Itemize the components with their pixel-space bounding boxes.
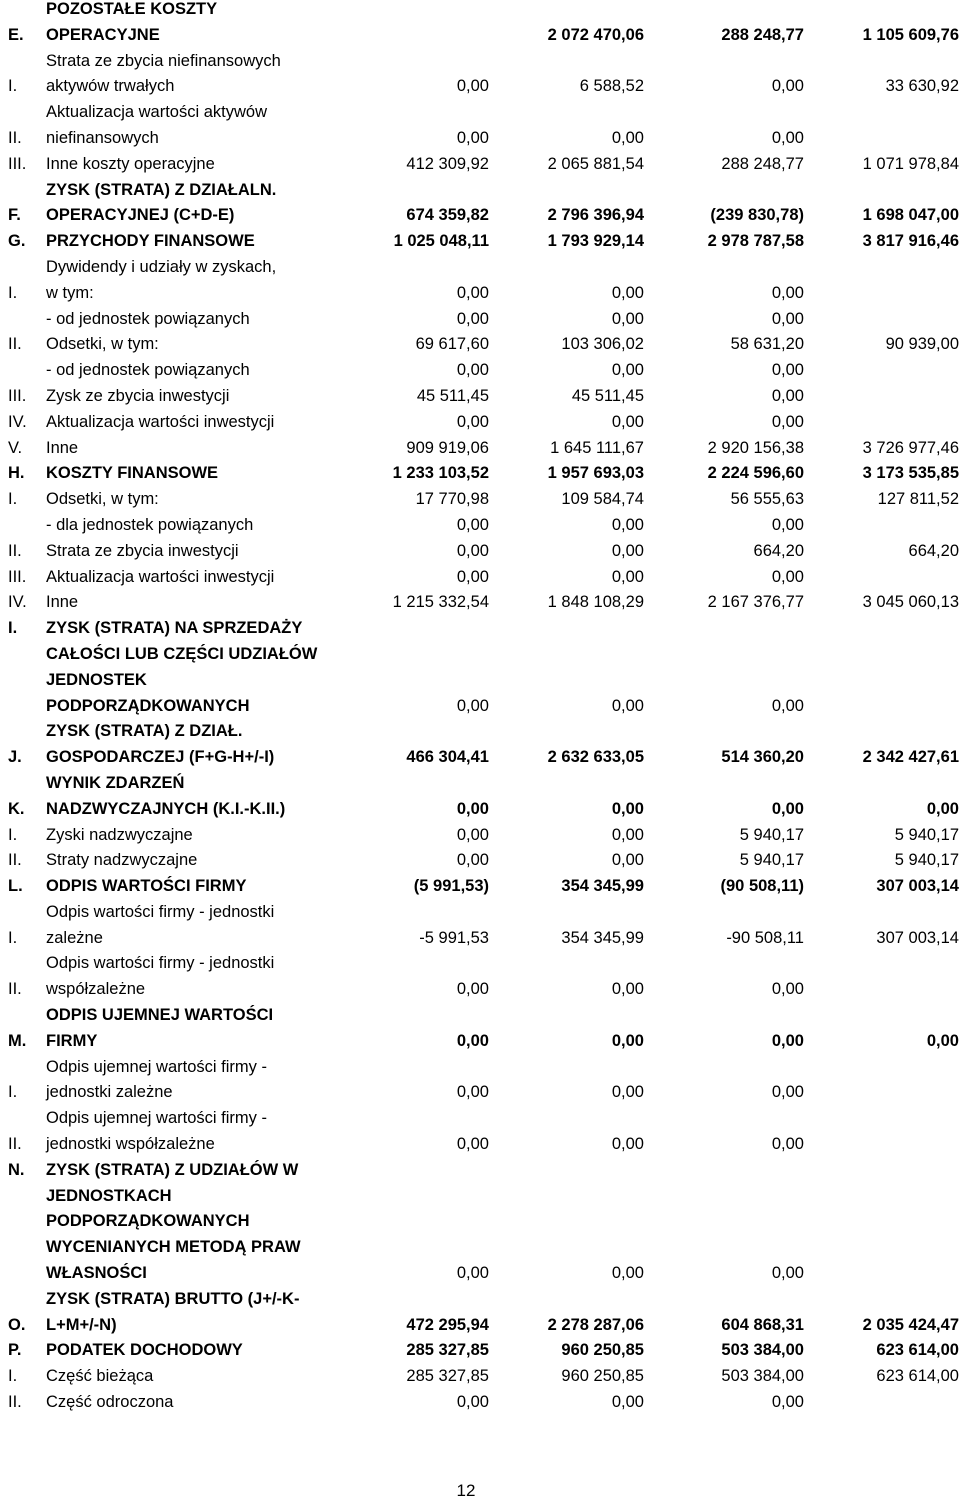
- row-description: [46, 616, 346, 719]
- row-description: [46, 461, 346, 487]
- row-numeral: III.: [8, 386, 27, 405]
- row-description: [46, 307, 346, 333]
- description-line: Zyski nadzwyczajne: [46, 825, 193, 844]
- description-line: OPERACYJNEJ (C+D-E): [46, 206, 235, 225]
- row-numeral: I.: [8, 283, 18, 302]
- value-c1: 1 215 332,54: [392, 593, 489, 612]
- value-c2: 1 645 111,67: [550, 438, 644, 457]
- description-line: Odsetki, w tym:: [46, 490, 159, 509]
- value-c2: 0,00: [611, 1031, 644, 1050]
- description-line: ZYSK (STRATA) NA SPRZEDAŻY: [46, 619, 303, 638]
- description-line: ZYSK (STRATA) Z DZIAŁALN.: [46, 180, 277, 199]
- value-c4: 1 105 609,76: [862, 25, 959, 44]
- value-c4: 307 003,14: [876, 877, 959, 896]
- description-line: Aktualizacja wartości inwestycji: [46, 412, 275, 431]
- row-description: [46, 436, 346, 462]
- value-c3: 288 248,77: [721, 154, 804, 173]
- value-c3: 0,00: [771, 567, 804, 586]
- row-description: [46, 1364, 346, 1390]
- statement-row: [0, 1003, 960, 1055]
- row-numeral: F.: [8, 206, 21, 225]
- value-c2: 0,00: [611, 361, 644, 380]
- value-c1: 0,00: [456, 851, 489, 870]
- description-line: ZYSK (STRATA) Z UDZIAŁÓW W: [46, 1160, 299, 1179]
- row-description: [46, 255, 346, 307]
- statement-row: [0, 461, 960, 487]
- value-c2: 6 588,52: [579, 77, 644, 96]
- statement-row: [0, 719, 960, 771]
- value-c2: 0,00: [611, 825, 644, 844]
- row-description: [46, 178, 346, 230]
- value-c2: 45 511,45: [571, 386, 644, 405]
- description-line: - od jednostek powiązanych: [46, 309, 250, 328]
- value-c3: 503 384,00: [721, 1367, 804, 1386]
- value-c3: 664,20: [753, 541, 804, 560]
- value-c4: 90 939,00: [885, 335, 959, 354]
- value-c4: 5 940,17: [894, 825, 959, 844]
- value-c1: 0,00: [456, 1083, 489, 1102]
- row-description: [46, 1390, 346, 1416]
- value-c4: 307 003,14: [876, 928, 959, 947]
- row-description: [46, 384, 346, 410]
- description-line: aktywów trwałych: [46, 77, 175, 96]
- value-c4: 3 726 977,46: [862, 438, 959, 457]
- description-line: NADZWYCZAJNYCH (K.I.-K.II.): [46, 799, 286, 818]
- statement-row: [0, 874, 960, 900]
- statement-row: [0, 848, 960, 874]
- row-description: [46, 590, 346, 616]
- description-line: Inne: [46, 438, 79, 457]
- row-description: [46, 719, 346, 771]
- value-c2: 1 957 693,03: [547, 464, 644, 483]
- description-line: zależne: [46, 928, 103, 947]
- page-number: 12: [456, 1481, 476, 1500]
- statement-row: [0, 255, 960, 307]
- row-description: [46, 1106, 346, 1158]
- value-c4: 664,20: [908, 541, 959, 560]
- value-c3: 0,00: [771, 309, 804, 328]
- description-line: Zysk ze zbycia inwestycji: [46, 386, 230, 405]
- value-c2: 1 848 108,29: [547, 593, 644, 612]
- statement-row: [0, 0, 960, 49]
- statement-row: [0, 384, 960, 410]
- value-c3: 514 360,20: [721, 748, 804, 767]
- value-c2: 2 065 881,54: [547, 154, 644, 173]
- value-c3: 58 631,20: [730, 335, 804, 354]
- row-numeral: II.: [8, 541, 22, 560]
- value-c2: 1 793 929,14: [547, 232, 644, 251]
- row-description: [46, 229, 346, 255]
- description-line: OPERACYJNE: [46, 25, 160, 44]
- value-c1: 0,00: [456, 515, 489, 534]
- value-c1: 0,00: [456, 1393, 489, 1412]
- statement-row: [0, 616, 960, 719]
- value-c3: 0,00: [771, 1264, 804, 1283]
- statement-row: [0, 332, 960, 358]
- value-c2: 0,00: [611, 696, 644, 715]
- description-line: ZYSK (STRATA) Z DZIAŁ.: [46, 722, 243, 741]
- value-c2: 0,00: [611, 1135, 644, 1154]
- description-line: ODPIS WARTOŚCI FIRMY: [46, 877, 247, 896]
- row-description: [46, 874, 346, 900]
- description-line: WYCENIANYCH METODĄ PRAW: [46, 1238, 301, 1257]
- description-line: PRZYCHODY FINANSOWE: [46, 232, 255, 251]
- row-numeral: III.: [8, 567, 27, 586]
- value-c1: 909 919,06: [406, 438, 489, 457]
- description-line: GOSPODARCZEJ (F+G-H+/-I): [46, 748, 275, 767]
- row-numeral: L.: [8, 877, 23, 896]
- value-c1: 45 511,45: [416, 386, 489, 405]
- statement-row: [0, 358, 960, 384]
- row-numeral: O.: [8, 1315, 26, 1334]
- value-c3: 5 940,17: [739, 825, 804, 844]
- description-line: CAŁOŚCI LUB CZĘŚCI UDZIAŁÓW: [46, 644, 318, 663]
- value-c1: 17 770,98: [415, 490, 489, 509]
- value-c4: 127 811,52: [877, 490, 959, 509]
- row-numeral: P.: [8, 1341, 22, 1360]
- value-c4: 0,00: [926, 1031, 959, 1050]
- value-c3: 0,00: [771, 128, 804, 147]
- value-c3: 288 248,77: [721, 25, 804, 44]
- statement-row: [0, 565, 960, 591]
- description-line: POZOSTAŁE KOSZTY: [46, 0, 218, 18]
- row-description: [46, 900, 346, 952]
- value-c1: 0,00: [456, 567, 489, 586]
- value-c3: 0,00: [771, 1031, 804, 1050]
- value-c3: 0,00: [771, 283, 804, 302]
- row-description: [46, 487, 346, 513]
- value-c4: 623 614,00: [876, 1341, 959, 1360]
- value-c3: 0,00: [771, 696, 804, 715]
- statement-row: [0, 487, 960, 513]
- value-c1: 285 327,85: [406, 1367, 489, 1386]
- value-c3: 0,00: [771, 1083, 804, 1102]
- value-c2: 0,00: [611, 541, 644, 560]
- row-numeral: I.: [8, 1083, 18, 1102]
- value-c1: 0,00: [456, 283, 489, 302]
- value-c1: 0,00: [456, 77, 489, 96]
- value-c3: (90 508,11): [720, 877, 804, 896]
- value-c1: 0,00: [456, 825, 489, 844]
- row-description: [46, 539, 346, 565]
- value-c2: 0,00: [611, 309, 644, 328]
- value-c2: 0,00: [611, 567, 644, 586]
- value-c4: 1 071 978,84: [862, 154, 959, 173]
- value-c3: 2 920 156,38: [707, 438, 804, 457]
- statement-row: [0, 100, 960, 152]
- statement-row: [0, 771, 960, 823]
- description-line: JEDNOSTKACH: [46, 1186, 172, 1205]
- value-c2: 0,00: [611, 412, 644, 431]
- row-numeral: II.: [8, 335, 22, 354]
- row-description: [46, 1287, 346, 1339]
- value-c1: 0,00: [456, 1264, 489, 1283]
- value-c2: 109 584,74: [561, 490, 644, 509]
- row-numeral: V.: [8, 438, 23, 457]
- statement-row: [0, 436, 960, 462]
- value-c1: 285 327,85: [406, 1341, 489, 1360]
- description-line: PODATEK DOCHODOWY: [46, 1341, 243, 1360]
- value-c1: 0,00: [456, 799, 489, 818]
- row-numeral: G.: [8, 232, 26, 251]
- value-c2: 354 345,99: [561, 877, 644, 896]
- row-numeral: I.: [8, 825, 18, 844]
- description-line: Straty nadzwyczajne: [46, 851, 198, 870]
- description-line: jednostki zależne: [46, 1083, 173, 1102]
- value-c1: -5 991,53: [419, 928, 489, 947]
- value-c2: 0,00: [611, 128, 644, 147]
- value-c1: (5 991,53): [413, 877, 489, 896]
- value-c1: 1 233 103,52: [392, 464, 489, 483]
- row-numeral: E.: [8, 25, 24, 44]
- value-c3: -90 508,11: [726, 928, 804, 947]
- statement-row: [0, 513, 960, 539]
- value-c2: 0,00: [611, 1264, 644, 1283]
- value-c3: 2 167 376,77: [707, 593, 804, 612]
- description-line: - dla jednostek powiązanych: [46, 515, 254, 534]
- value-c2: 960 250,85: [561, 1367, 644, 1386]
- value-c2: 0,00: [611, 1393, 644, 1412]
- value-c2: 0,00: [611, 515, 644, 534]
- value-c1: 0,00: [456, 1031, 489, 1050]
- value-c1: 0,00: [456, 128, 489, 147]
- row-numeral: I.: [8, 77, 18, 96]
- description-line: - od jednostek powiązanych: [46, 361, 250, 380]
- row-description: [46, 1158, 346, 1287]
- description-line: Odpis wartości firmy - jednostki: [46, 954, 275, 973]
- description-line: Odpis ujemnej wartości firmy -: [46, 1109, 267, 1128]
- value-c3: 0,00: [771, 386, 804, 405]
- value-c1: 69 617,60: [415, 335, 489, 354]
- value-c3: 0,00: [771, 1135, 804, 1154]
- row-numeral: II.: [8, 1135, 22, 1154]
- description-line: jednostki współzależne: [46, 1135, 215, 1154]
- value-c2: 2 632 633,05: [547, 748, 644, 767]
- value-c2: 2 072 470,06: [547, 25, 644, 44]
- statement-row: [0, 1158, 960, 1287]
- row-description: [46, 49, 346, 101]
- value-c4: 2 035 424,47: [862, 1315, 959, 1334]
- statement-row: [0, 951, 960, 1003]
- value-c2: 0,00: [611, 851, 644, 870]
- value-c1: 0,00: [456, 980, 489, 999]
- row-description: [46, 951, 346, 1003]
- statement-row: [0, 49, 960, 101]
- description-line: Dywidendy i udziały w zyskach,: [46, 257, 277, 276]
- row-numeral: I.: [8, 619, 18, 638]
- value-c3: 503 384,00: [721, 1341, 804, 1360]
- value-c3: 604 868,31: [721, 1315, 804, 1334]
- row-description: [46, 823, 346, 849]
- statement-row: [0, 1287, 960, 1339]
- value-c3: 0,00: [771, 515, 804, 534]
- description-line: L+M+/-N): [46, 1315, 117, 1334]
- value-c4: 33 630,92: [885, 77, 959, 96]
- row-numeral: II.: [8, 1393, 22, 1412]
- description-line: w tym:: [46, 283, 94, 302]
- description-line: PODPORZĄDKOWANYCH: [46, 1212, 250, 1231]
- description-line: Część odroczona: [46, 1393, 174, 1412]
- row-description: [46, 848, 346, 874]
- row-numeral: I.: [8, 928, 18, 947]
- description-line: Odpis ujemnej wartości firmy -: [46, 1057, 267, 1076]
- statement-row: [0, 1106, 960, 1158]
- description-line: niefinansowych: [46, 128, 159, 147]
- statement-row: [0, 1390, 960, 1416]
- statement-row: [0, 1338, 960, 1364]
- statement-row: [0, 229, 960, 255]
- value-c3: 0,00: [771, 799, 804, 818]
- value-c3: 0,00: [771, 361, 804, 380]
- row-numeral: N.: [8, 1160, 25, 1179]
- row-description: [46, 410, 346, 436]
- value-c1: 0,00: [456, 412, 489, 431]
- row-numeral: M.: [8, 1031, 27, 1050]
- description-line: Odsetki, w tym:: [46, 335, 159, 354]
- value-c1: 1 025 048,11: [393, 232, 489, 251]
- description-line: ODPIS UJEMNEJ WARTOŚCI: [46, 1006, 274, 1025]
- row-numeral: I.: [8, 1367, 18, 1386]
- row-description: [46, 1055, 346, 1107]
- description-line: Strata ze zbycia niefinansowych: [46, 51, 281, 70]
- description-line: WŁASNOŚCI: [46, 1264, 147, 1283]
- statement-row: [0, 900, 960, 952]
- statement-row: [0, 178, 960, 230]
- description-line: Aktualizacja wartości aktywów: [46, 103, 267, 122]
- value-c1: 0,00: [456, 361, 489, 380]
- row-numeral: K.: [8, 799, 25, 818]
- statement-row: [0, 152, 960, 178]
- value-c3: 2 224 596,60: [707, 464, 804, 483]
- value-c2: 2 796 396,94: [547, 206, 644, 225]
- value-c1: 0,00: [456, 696, 489, 715]
- statement-row: [0, 1364, 960, 1390]
- row-description: [46, 332, 346, 358]
- value-c3: 0,00: [771, 412, 804, 431]
- value-c4: 0,00: [926, 799, 959, 818]
- row-numeral: II.: [8, 980, 22, 999]
- description-line: FIRMY: [46, 1031, 98, 1050]
- row-description: [46, 100, 346, 152]
- value-c4: 1 698 047,00: [862, 206, 959, 225]
- value-c1: 412 309,92: [406, 154, 489, 173]
- value-c3: 2 978 787,58: [707, 232, 804, 251]
- value-c4: 5 940,17: [894, 851, 959, 870]
- value-c1: 466 304,41: [406, 748, 489, 767]
- value-c3: 0,00: [771, 77, 804, 96]
- value-c1: 0,00: [456, 1135, 489, 1154]
- statement-row: [0, 307, 960, 333]
- description-line: Inne koszty operacyjne: [46, 154, 215, 173]
- value-c2: 354 345,99: [561, 928, 644, 947]
- description-line: Inne: [46, 593, 79, 612]
- value-c2: 2 278 287,06: [547, 1315, 644, 1334]
- row-numeral: III.: [8, 154, 27, 173]
- description-line: KOSZTY FINANSOWE: [46, 464, 219, 483]
- description-line: ZYSK (STRATA) BRUTTO (J+/-K-: [46, 1289, 300, 1308]
- row-numeral: II.: [8, 851, 22, 870]
- value-c3: 0,00: [771, 980, 804, 999]
- value-c4: 3 173 535,85: [862, 464, 959, 483]
- statement-row: [0, 1055, 960, 1107]
- description-line: Część bieżąca: [46, 1367, 154, 1386]
- value-c2: 0,00: [611, 283, 644, 302]
- value-c3: 5 940,17: [739, 851, 804, 870]
- value-c4: 2 342 427,61: [862, 748, 959, 767]
- row-numeral: IV.: [8, 593, 27, 612]
- row-numeral: H.: [8, 464, 25, 483]
- row-description: [46, 771, 346, 823]
- row-description: [46, 1003, 346, 1055]
- value-c1: 0,00: [456, 541, 489, 560]
- row-numeral: I.: [8, 490, 18, 509]
- value-c4: 3 817 916,46: [862, 232, 959, 251]
- row-description: [46, 358, 346, 384]
- description-line: PODPORZĄDKOWANYCH: [46, 696, 250, 715]
- row-numeral: II.: [8, 128, 22, 147]
- description-line: Aktualizacja wartości inwestycji: [46, 567, 275, 586]
- description-line: JEDNOSTEK: [46, 670, 147, 689]
- row-description: [46, 565, 346, 591]
- value-c2: 103 306,02: [561, 335, 644, 354]
- value-c3: (239 830,78): [710, 206, 804, 225]
- statement-row: [0, 590, 960, 616]
- description-line: współzależne: [46, 980, 146, 999]
- value-c2: 0,00: [611, 1083, 644, 1102]
- row-description: [46, 152, 346, 178]
- row-description: [46, 1338, 346, 1364]
- row-numeral: IV.: [8, 412, 27, 431]
- statement-row: [0, 823, 960, 849]
- row-numeral: J.: [8, 748, 22, 767]
- description-line: WYNIK ZDARZEŃ: [46, 773, 185, 792]
- value-c1: 0,00: [456, 309, 489, 328]
- value-c3: 56 555,63: [730, 490, 804, 509]
- statement-row: [0, 410, 960, 436]
- value-c1: 472 295,94: [406, 1315, 489, 1334]
- value-c3: 0,00: [771, 1393, 804, 1412]
- statement-row: [0, 539, 960, 565]
- row-description: [46, 513, 346, 539]
- value-c2: 0,00: [611, 799, 644, 818]
- value-c2: 960 250,85: [561, 1341, 644, 1360]
- value-c1: 674 359,82: [406, 206, 489, 225]
- value-c2: 0,00: [611, 980, 644, 999]
- description-line: Odpis wartości firmy - jednostki: [46, 902, 275, 921]
- row-description: [46, 0, 346, 49]
- value-c4: 623 614,00: [876, 1367, 959, 1386]
- description-line: Strata ze zbycia inwestycji: [46, 541, 239, 560]
- value-c4: 3 045 060,13: [862, 593, 959, 612]
